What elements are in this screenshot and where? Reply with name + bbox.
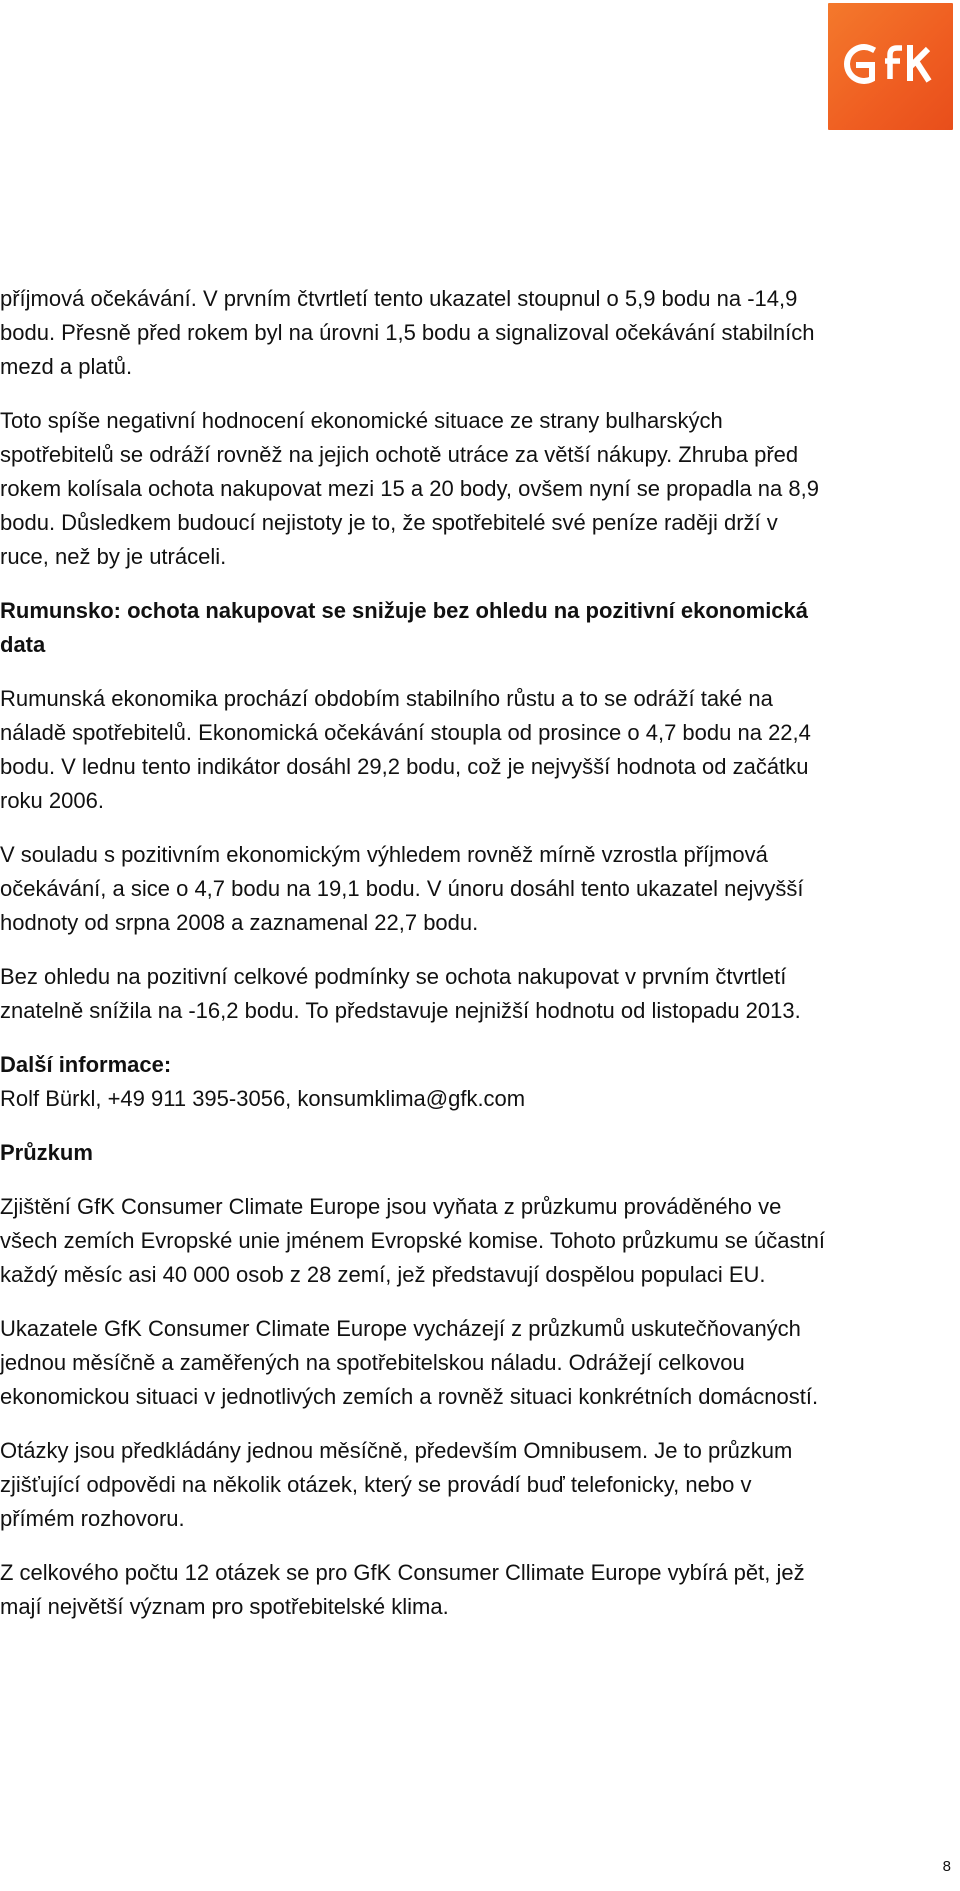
paragraph-survey-indicators: Ukazatele GfK Consumer Climate Europe vycházejí z průzkumů uskutečňovaných jednou měsíčně a zaměřených na spotřebitelskou náladu. Odrážejí celkovou ekonomickou situaci v jednotlivých zemích a rovněž situaci konkrétních domácností.: [0, 1316, 819, 1409]
paragraph-survey-questions: Otázky jsou předkládány jednou měsíčně, především Omnibusem. Je to průzkum zjišťující odpovědi na několik otázek, který se provádí buď telefonicky, nebo v přímém rozhovoru.: [0, 1438, 793, 1531]
document-body: [0, 282, 830, 1644]
paragraph-romania-income: V souladu s pozitivním ekonomickým výhledem rovněž mírně vzrostla příjmová očekávání, a sice o 4,7 bodu na 19,1 bodu. V únoru dosáhl tento ukazatel nejvyšší hodnoty od srpna 2008 a zaznamenal 22,7 bodu.: [0, 842, 804, 935]
gfk-logo-mark: [828, 3, 953, 130]
page-number: 8: [942, 1858, 951, 1875]
paragraph-survey-intro: Zjištění GfK Consumer Climate Europe jsou vyňata z průzkumu prováděného ve všech zemích Evropské unie jménem Evropské komise. Tohoto průzkumu se účastní každý měsíc asi 40 000 osob z 28 zemí, jež představují dospělou populaci EU.: [0, 1194, 825, 1287]
info-contact: Rolf Bürkl, +49 911 395-3056, konsumklima@gfk.com: [0, 1086, 526, 1111]
paragraph-survey-selection: Z celkového počtu 12 otázek se pro GfK Consumer Cllimate Europe vybírá pět, jež mají největší význam pro spotřebitelské klima.: [0, 1560, 805, 1619]
heading-romania: Rumunsko: ochota nakupovat se snižuje bez ohledu na pozitivní ekonomická data: [0, 598, 809, 657]
paragraph-bulgaria-income: příjmová očekávání. V prvním čtvrtletí tento ukazatel stoupnul o 5,9 bodu na -14,9 bodu. Přesně před rokem byl na úrovni 1,5 bodu a signalizoval očekávání stabilních mezd a platů.: [0, 286, 815, 379]
info-label: Další informace:: [0, 1052, 172, 1077]
paragraph-romania-economy: Rumunská ekonomika prochází obdobím stabilního růstu a to se odráží také na náladě spotřebitelů. Ekonomická očekávání stoupla od prosince o 4,7 bodu na 22,4 bodu. V lednu tento indikátor dosáhl 29,2 bodu, což je nejvyšší hodnota od začátku roku 2006.: [0, 686, 811, 813]
paragraph-bulgaria-purchase: Toto spíše negativní hodnocení ekonomické situace ze strany bulharských spotřebitelů se odráží rovněž na jejich ochotě utráce za větší nákupy. Zhruba před rokem kolísala ochota nakupovat mezi 15 a 20 body, ovšem nyní se propadla na 8,9 bodu. Důsledkem budoucí nejistoty je to, že spotřebitelé své peníze raději drží v ruce, než by je utráceli.: [0, 408, 819, 569]
heading-survey: Průzkum: [0, 1140, 93, 1165]
gfk-logo: [828, 3, 953, 130]
paragraph-romania-purchase: Bez ohledu na pozitivní celkové podmínky se ochota nakupovat v prvním čtvrtletí znatelně snížila na -16,2 bodu. To představuje nejnižší hodnotu od listopadu 2013.: [0, 964, 801, 1023]
